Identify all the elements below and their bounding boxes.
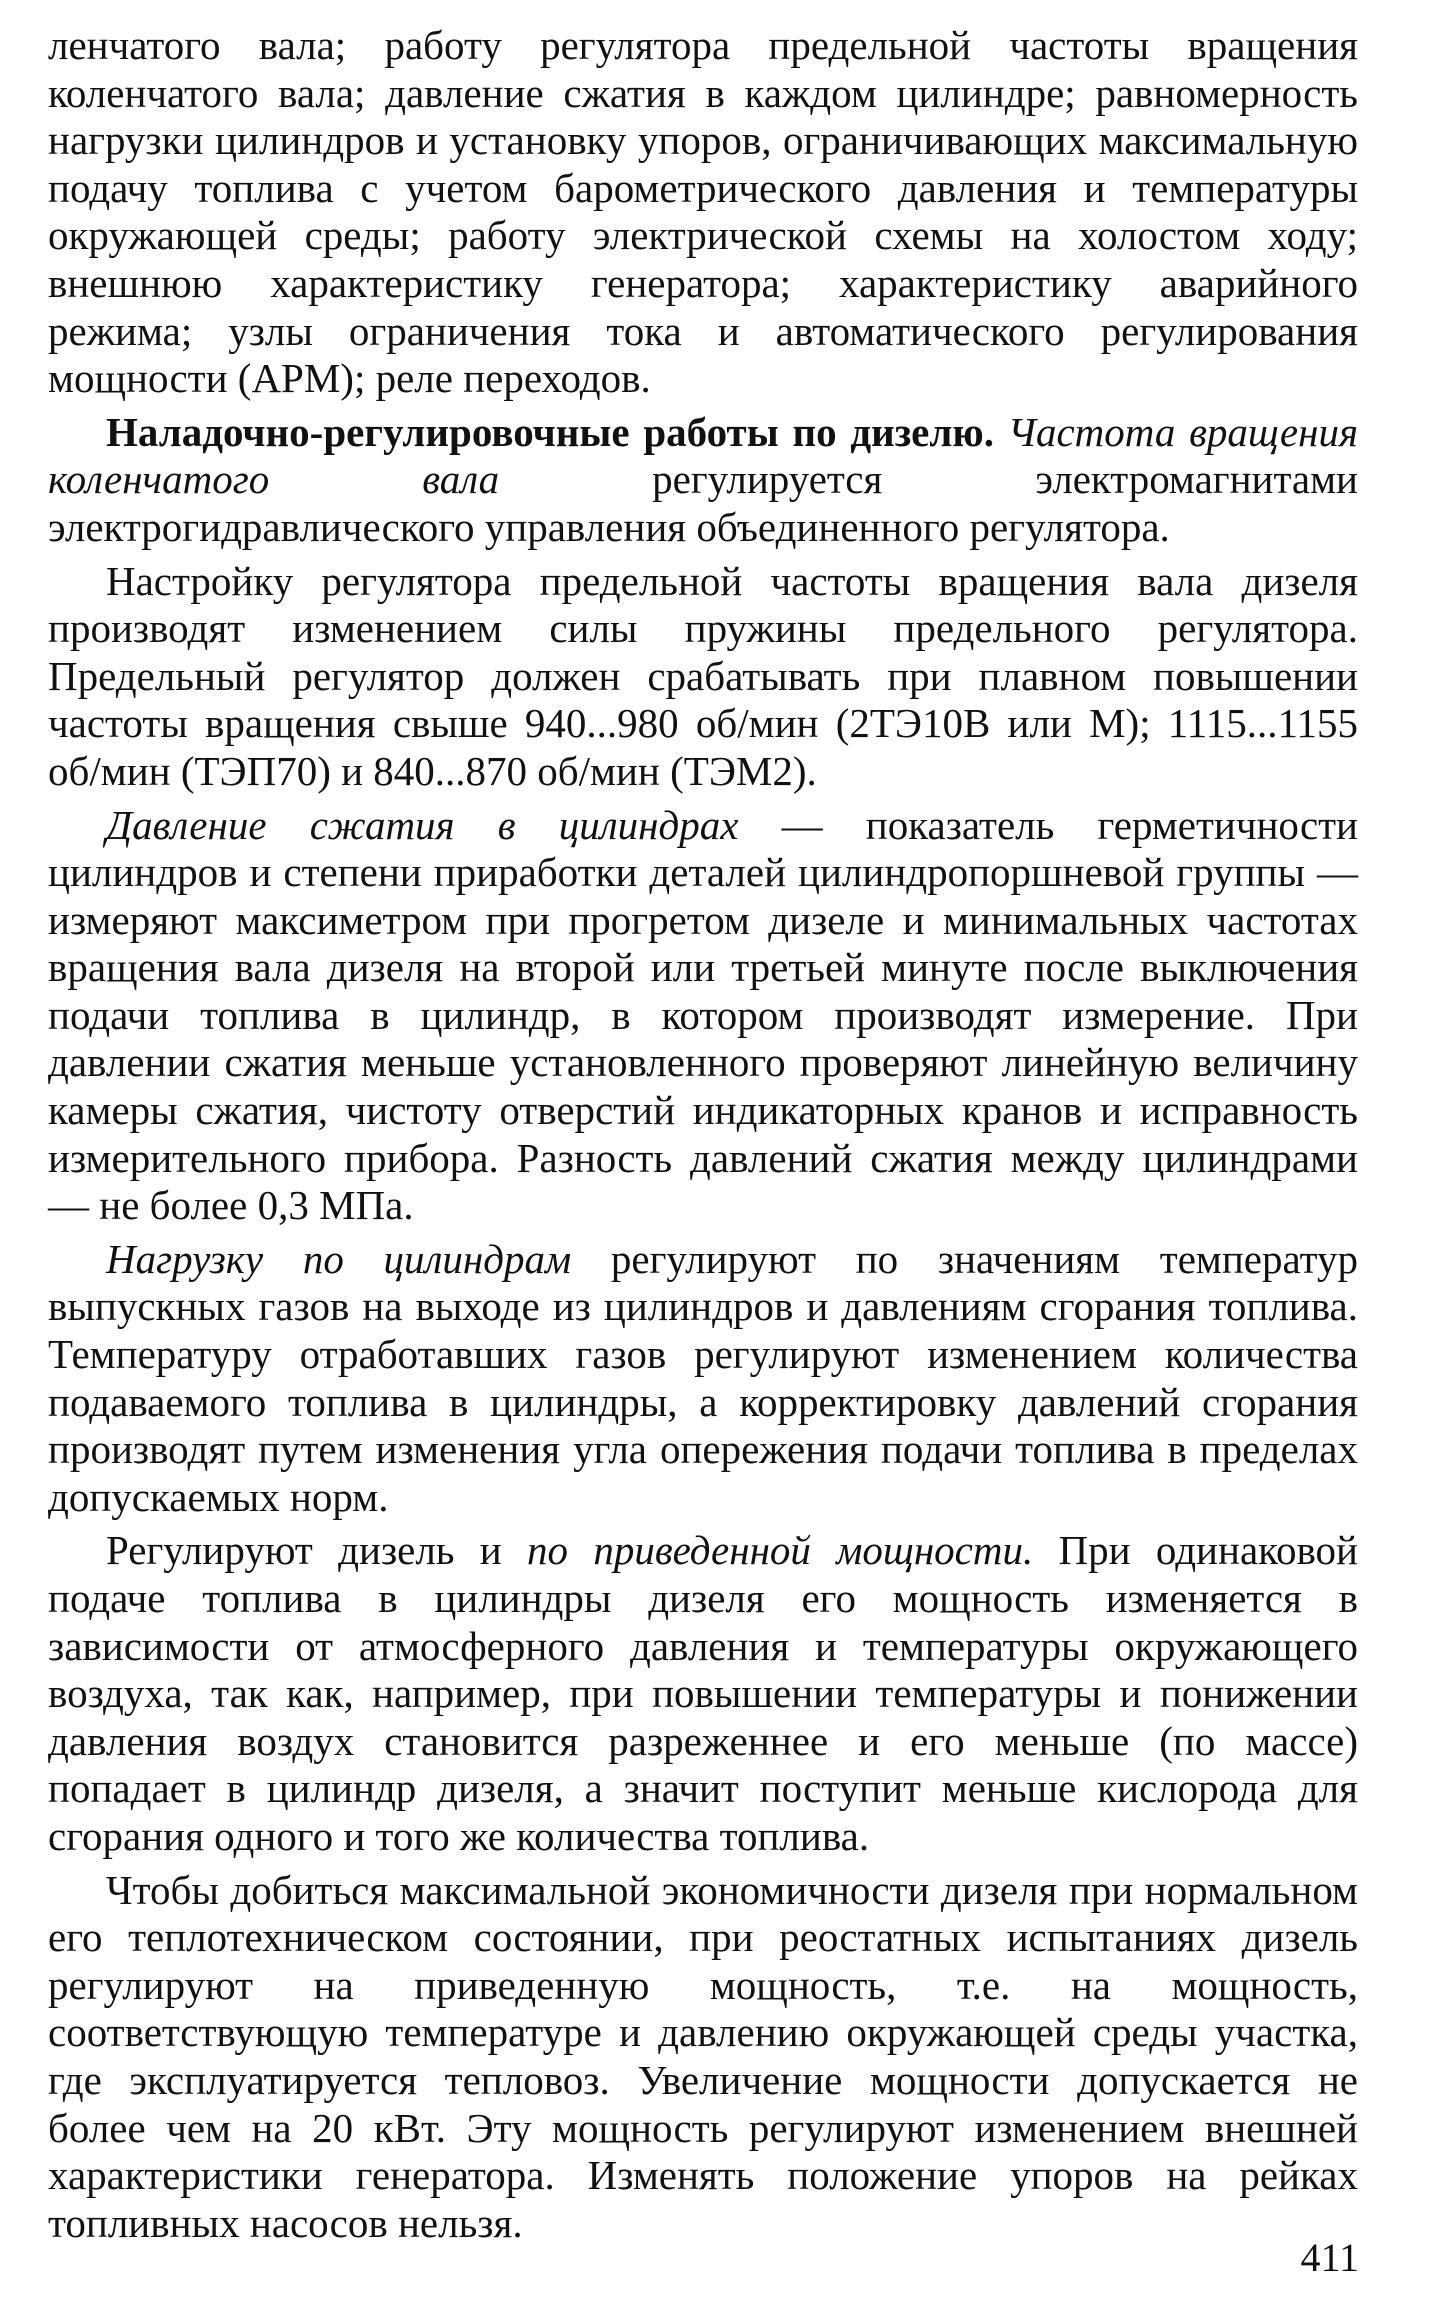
paragraph-6-text: При одинаковой подаче топлива в цилиндры дизеля его мощность изменяется в зависимости от атмосферного давления и температуры окружающего воздуха, так как, например, при повышении температуры и понижении давления воздух становится разреженнее и его меньше (по массе) попадает в цилиндр дизеля, а значит поступит меньше кислорода для сгорания одного и того же количества топлива. xyxy=(48,1527,1358,1859)
section-heading: Наладочно-регулировочные работы по дизелю. xyxy=(106,408,994,455)
paragraph-3 xyxy=(48,558,1358,796)
term-cylinder-load: Нагрузку по цилиндрам xyxy=(106,1235,572,1282)
paragraph-2-text: регулируется электромагнитами электрогидравлического управления объединенного регулятора. xyxy=(48,456,1358,550)
paragraph-6-lead: Регулируют дизель и xyxy=(106,1527,502,1574)
paragraph-3-text: Настройку регулятора предельной частоты вращения вала дизеля производят изменением силы пружины предельного регулятора. Предельный регулятор должен срабатывать при плавном повышении частоты вращения свыше 940...980 об/мин (2ТЭ10В или М); 1115...1155 об/мин (ТЭП70) и 840...870 об/мин (ТЭМ2). xyxy=(48,557,1358,794)
paragraph-1 xyxy=(48,22,1358,403)
term-compression-pressure: Давление сжатия в цилиндрах xyxy=(106,801,739,848)
term-crankshaft-speed: Частота вращения коленчатого вала xyxy=(48,408,1358,503)
paragraph-6 xyxy=(48,1527,1358,1860)
paragraph-5 xyxy=(48,1236,1358,1522)
paragraph-2 xyxy=(48,409,1358,552)
paragraph-5-text: регулируют по значениям температур выпускных газов на выходе из цилиндров и давлениям сгорания топлива. Температуру отработавших газов регулируют изменением количества подаваемого топлива в цилиндры, а корректировку давлений сгорания производят путем изменения угла опережения подачи топлива в пределах допускаемых норм. xyxy=(48,1235,1359,1520)
paragraph-7 xyxy=(48,1867,1358,2248)
paragraph-4-text: — показатель герметичности цилиндров и степени приработки деталей цилиндропоршневой группы — измеряют максиметром при прогретом дизеле и минимальных частотах вращения вала дизеля на второй или третьей минуте после выключения подачи топлива в цилиндр, в котором производят измерение. При давлении сжатия меньше установленного проверяют линейную величину камеры сжатия, чистоту отверстий индикаторных кранов и исправность измерительного прибора. Разность давлений сжатия между цилиндрами — не более 0,3 МПа. xyxy=(48,801,1359,1229)
term-reduced-power: по приведенной мощности. xyxy=(527,1527,1034,1574)
page-body xyxy=(48,22,1358,2282)
paragraph-1-text: ленчатого вала; работу регулятора предельной частоты вращения коленчатого вала; давление сжатия в каждом цилиндре; равномерность нагрузки цилиндров и установку упоров, ограничивающих максимальную подачу топлива с учетом барометрического давления и температуры окружающей среды; работу электрической схемы на холостом ходу; внешнюю характеристику генератора; характеристику аварийного режима; узлы ограничения тока и автоматического регулирования мощности (АРМ); реле переходов. xyxy=(48,22,1358,402)
paragraph-7-text: Чтобы добиться максимальной экономичности дизеля при нормальном его теплотехническом состоянии, при реостатных испытаниях дизель регулируют на приведенную мощность, т.е. на мощность, соответствующую температуре и давлению окружающей среды участка, где эксплуатируется тепловоз. Увеличение мощности допускается не более чем на 20 кВт. Эту мощность регулируют изменением внешней характеристики генератора. Изменять положение упоров на рейках топливных насосов нельзя. xyxy=(48,1866,1358,2246)
paragraph-4 xyxy=(48,802,1358,1230)
page-number: 411 xyxy=(1300,2235,1359,2280)
